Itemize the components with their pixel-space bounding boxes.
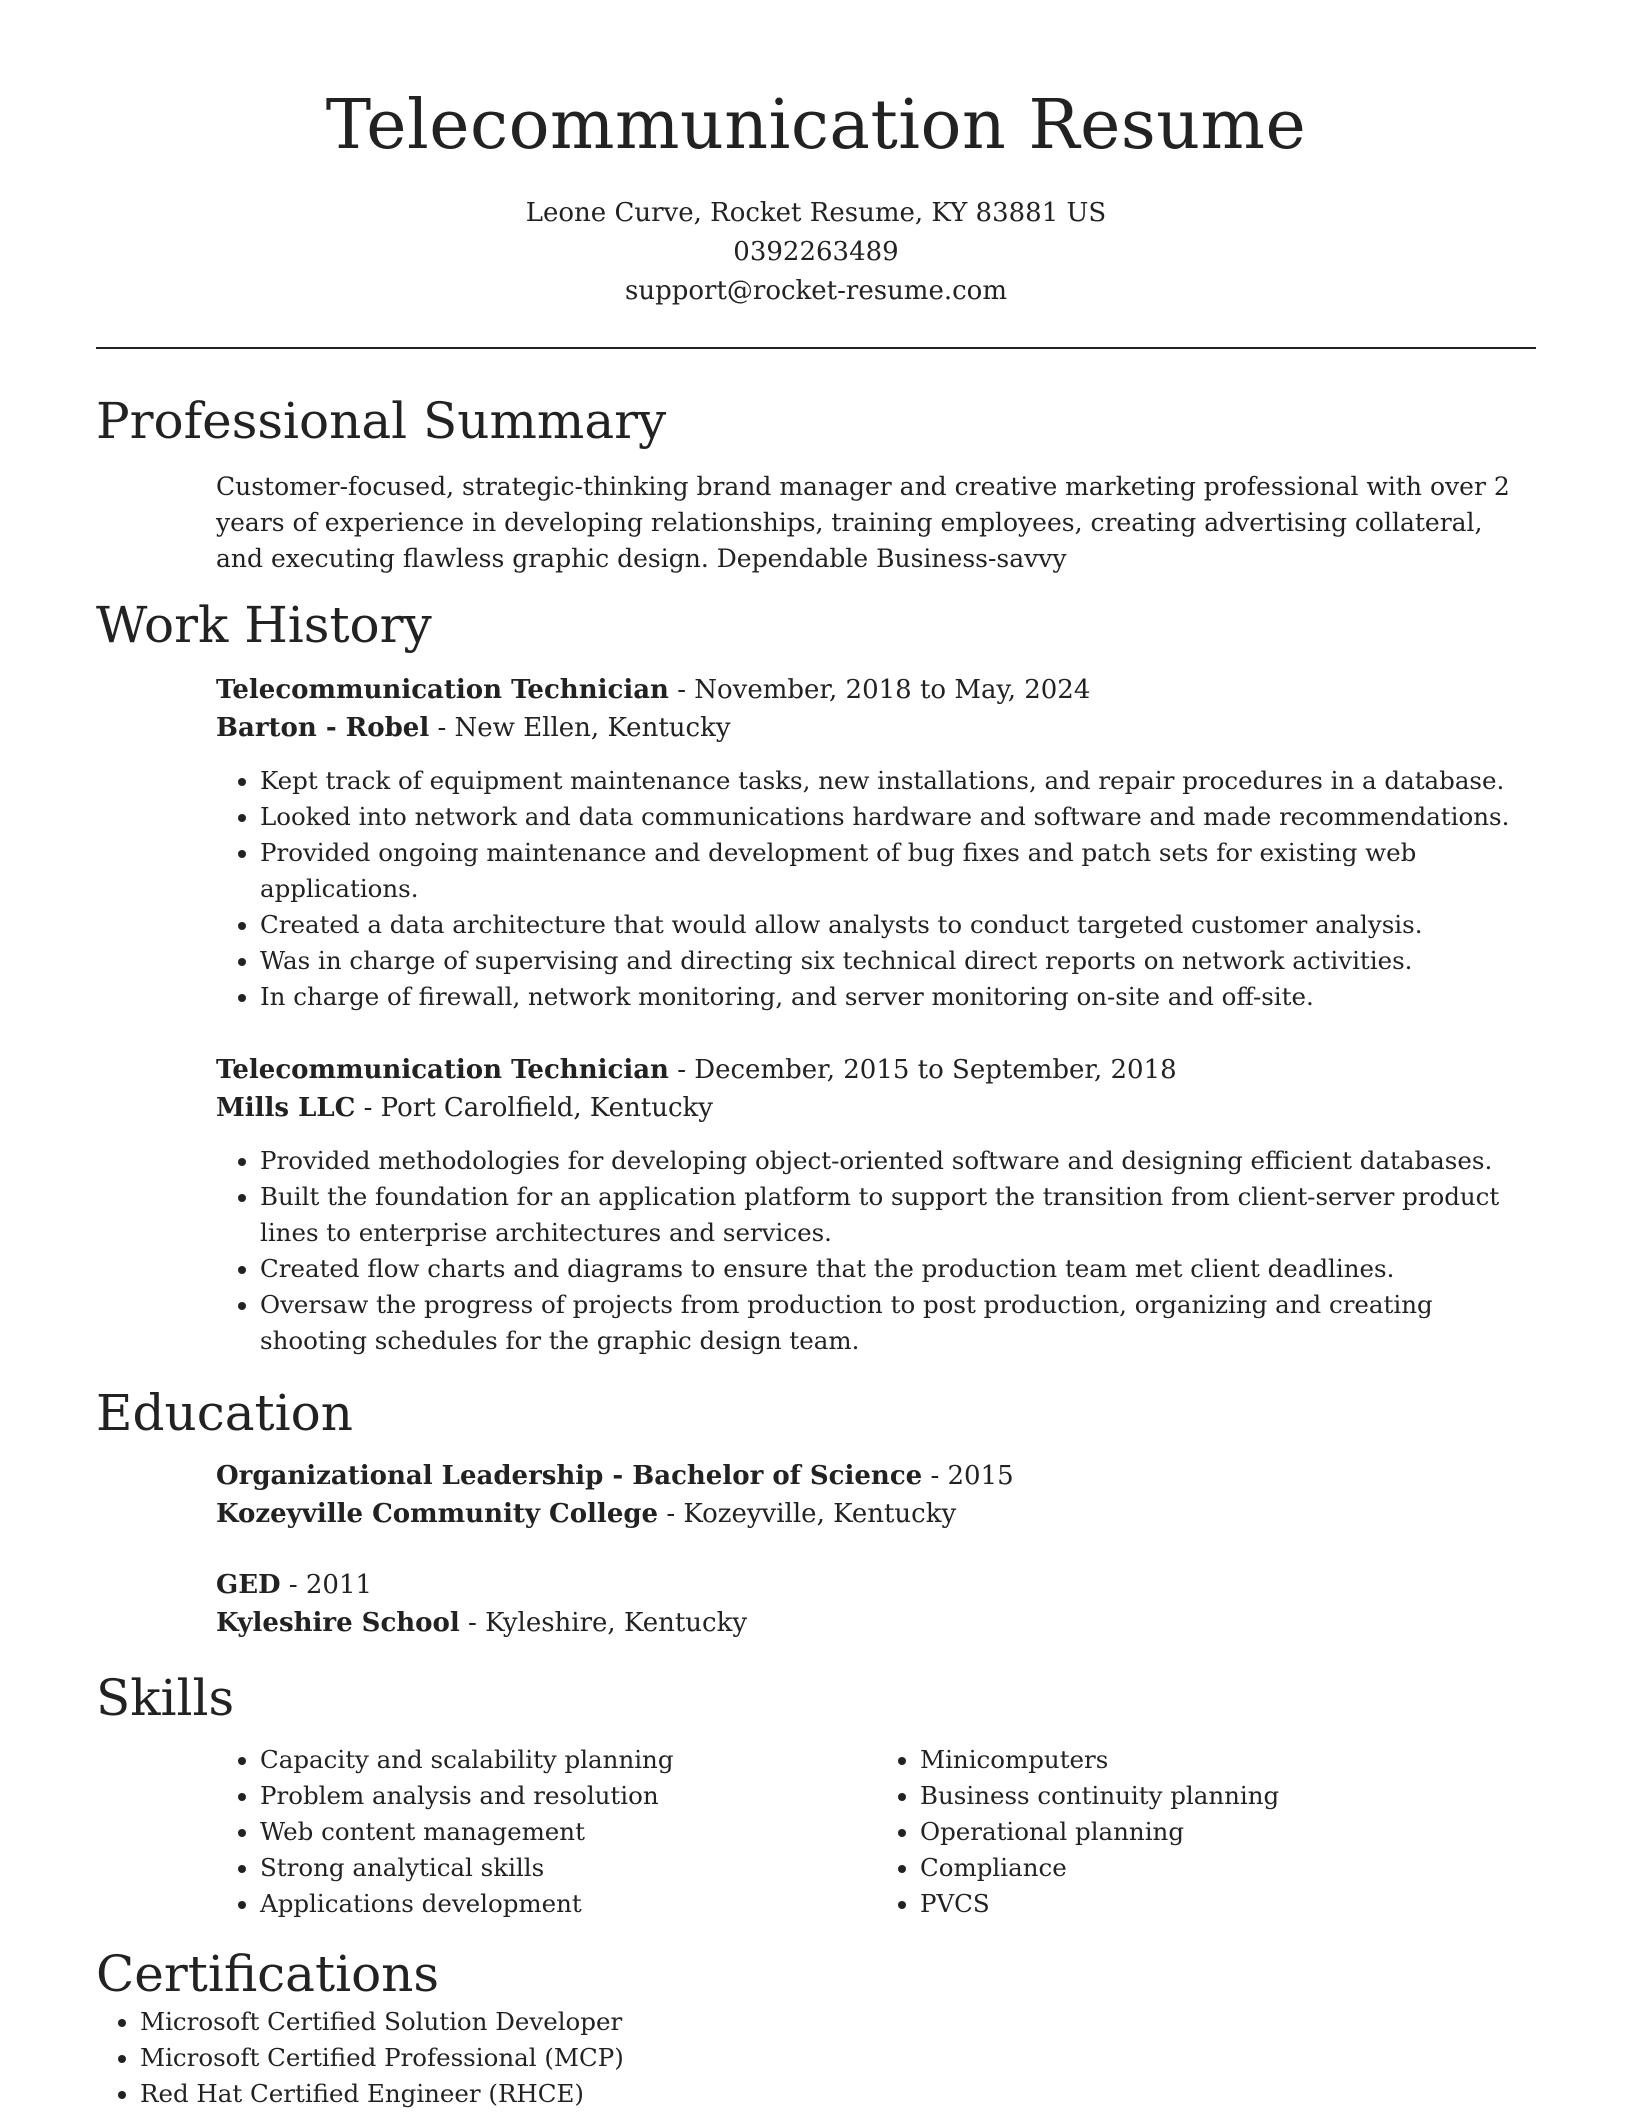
contact-block (96, 194, 1536, 311)
list-item: • Strong analytical skills (260, 1850, 876, 1886)
summary-section (96, 391, 1536, 577)
list-item: • Business continuity planning (920, 1778, 1536, 1814)
list-item: • Kept track of equipment maintenance tasks, new installations, and repair procedures in a database. (260, 763, 1536, 799)
list-item: • Built the foundation for an application platform to support the transition from client-server product lines to enterprise architectures and services. (260, 1179, 1536, 1251)
list-item: • Looked into network and data communications hardware and software and made recommendations. (260, 799, 1536, 835)
list-item: • Microsoft Certified Solution Developer (140, 2004, 1536, 2040)
resume-title: Telecommunication Resume (325, 86, 1307, 165)
education-degree-line (216, 1566, 1536, 1604)
job-company-line (216, 1089, 1536, 1127)
job-dates: - December, 2015 to September, 2018 (668, 1055, 1177, 1085)
list-item: • Compliance (920, 1850, 1536, 1886)
skills-list-left (216, 1742, 876, 1922)
list-item: • Microsoft Certified Professional (MCP) (140, 2040, 1536, 2076)
education-location: - Kozeyville, Kentucky (658, 1499, 957, 1529)
education-entry (216, 1457, 1536, 1533)
list-item: • Oversaw the progress of projects from production to post production, organizing and creating shooting schedules for the graphic design team. (260, 1287, 1536, 1359)
list-item: • Was in charge of supervising and directing six technical direct reports on network activities. (260, 943, 1536, 979)
list-item: • Operational planning (920, 1814, 1536, 1850)
job-entry (216, 671, 1536, 1015)
job-title: Telecommunication Technician (216, 675, 669, 705)
education-degree-line (216, 1457, 1536, 1495)
summary-text: Customer-focused, strategic-thinking brand manager and creative marketing professional with over 2 years of experience in developing relationships, training employees, creating advertising collateral, and executing flawless graphic design. Dependable Business-savvy (216, 472, 1510, 573)
job-location: - Port Carolfield, Kentucky (355, 1093, 713, 1123)
job-location: - New Ellen, Kentucky (429, 713, 731, 743)
skills-columns (216, 1742, 1536, 1922)
list-item: • Provided methodologies for developing object-oriented software and designing efficient databases. (260, 1143, 1536, 1179)
education-school: Kyleshire School (216, 1608, 460, 1638)
list-item: • In charge of firewall, network monitoring, and server monitoring on-site and off-site. (260, 979, 1536, 1015)
job-dates: - November, 2018 to May, 2024 (668, 675, 1091, 705)
list-item: • Created flow charts and diagrams to ensure that the production team met client deadlines. (260, 1251, 1536, 1287)
education-degree: Organizational Leadership - Bachelor of Science (216, 1461, 923, 1491)
certifications-list (96, 2004, 1536, 2112)
skills-list-right (876, 1742, 1536, 1922)
job-title: Telecommunication Technician (216, 1055, 669, 1085)
education-school-line (216, 1495, 1536, 1533)
work-history-heading: Work History (96, 596, 432, 654)
contact-phone: 0392263489 (733, 237, 899, 267)
job-title-line (216, 1051, 1536, 1089)
skills-section (96, 1668, 1536, 1922)
summary-heading: Professional Summary (96, 392, 667, 450)
job-title-line (216, 671, 1536, 709)
list-item: • Red Hat Certified Engineer (RHCE) (140, 2076, 1536, 2112)
education-year: - 2015 (922, 1461, 1014, 1491)
certifications-heading: Certifications (96, 1945, 440, 2003)
list-item: • Minicomputers (920, 1742, 1536, 1778)
certifications-section (96, 1944, 1536, 2112)
education-heading: Education (96, 1384, 353, 1442)
education-school: Kozeyville Community College (216, 1499, 659, 1529)
list-item: • Web content management (260, 1814, 876, 1850)
job-bullets (216, 1143, 1536, 1359)
header-divider (96, 347, 1536, 349)
job-entry (216, 1051, 1536, 1359)
list-item: • Created a data architecture that would allow analysts to conduct targeted customer analysis. (260, 907, 1536, 943)
list-item: • PVCS (920, 1886, 1536, 1922)
job-company-line (216, 709, 1536, 747)
job-company: Mills LLC (216, 1093, 356, 1123)
work-history-section (96, 595, 1536, 1359)
education-location: - Kyleshire, Kentucky (459, 1608, 748, 1638)
list-item: • Provided ongoing maintenance and development of bug fixes and patch sets for existing web applications. (260, 835, 1536, 907)
education-degree: GED (216, 1570, 281, 1600)
education-school-line (216, 1604, 1536, 1642)
job-bullets (216, 763, 1536, 1015)
education-section (96, 1383, 1536, 1642)
contact-address: Leone Curve, Rocket Resume, KY 83881 US (525, 198, 1107, 228)
list-item: • Applications development (260, 1886, 876, 1922)
list-item: • Problem analysis and resolution (260, 1778, 876, 1814)
education-entry (216, 1566, 1536, 1642)
education-year: - 2011 (280, 1570, 373, 1600)
job-company: Barton - Robel (216, 713, 430, 743)
list-item: • Capacity and scalability planning (260, 1742, 876, 1778)
contact-email: support@rocket-resume.com (624, 276, 1007, 306)
skills-heading: Skills (96, 1669, 235, 1727)
